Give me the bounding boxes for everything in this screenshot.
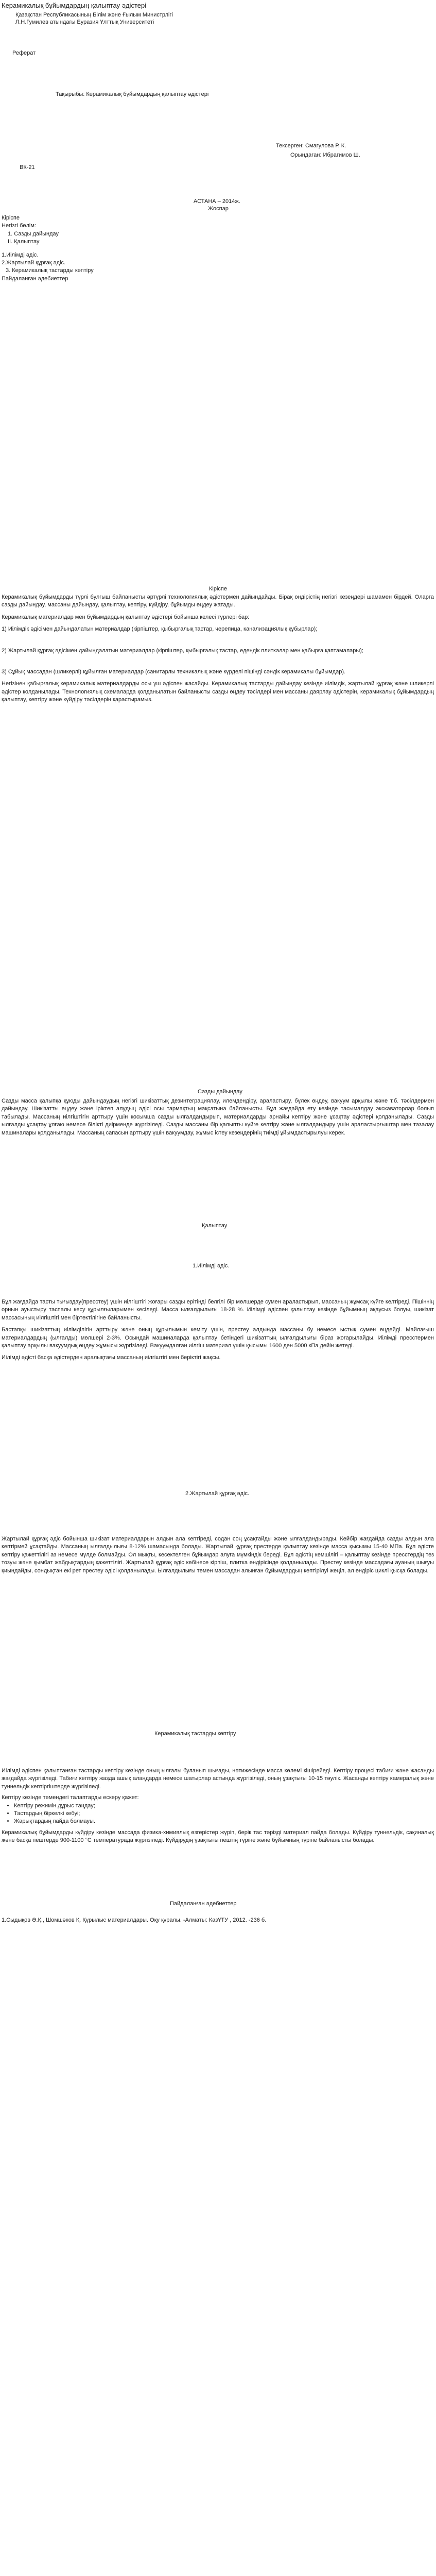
references-list <box>2 1917 434 1924</box>
clay-paragraph: Сазды масса қалыпқа құюды дайындаудың негізгі шикізаттық дезинтеграциялау, илемдендіру, араластыру, бүлек өңдеу, вакуум арқылы және т.б. тәсілдермен дайындау. Шикізатты өңдеу және іріктеп алудың әдісі осы тармақтың мақсатына байланысты. Бұл жағдайда ету кезінде тасымалдау экскаваторлар болып табылады. Массаның иілгіштігін арттыру үшін қосымша сазды ылғалдандырып, материалдарды арнайы кептіру және ұсақтау әдістері қолданылады. Сазды ылғалды ұсақтау ұлғаю немесе білікті диірменде жүргізіледі. Сазды массаны бір қалыпты күйге келтіру және ылғалдандыру үшін араластырғыштар мен тазалау машиналары қолданылады. Массаның сапасын арттыру үшін вакуумдау, жұмыс істеу кезеңдерінің тиімді ұйымдастырылуы керек. <box>2 1098 434 1136</box>
city-year: АСТАНА – 2014ж. <box>194 198 240 205</box>
method2-section <box>2 1535 434 1575</box>
toc-item: Кіріспе <box>2 215 20 221</box>
checked-by: Тексерген: Смагулова Р. К. <box>276 143 346 149</box>
intro-heading: Кіріспе <box>209 586 227 592</box>
reference-item: 1.Сыдықов Ә.Қ., Шөмшәков Қ. Құрылыс материалдары. Оқу құралы. -Алматы: КазҰТУ , 2012. -236 б. <box>2 1917 267 1923</box>
list-item: • Тастардың біркелкі кебуі; <box>14 1810 434 1818</box>
method3-paragraph: Керамикалық бұйымдарды күйдіру кезінде массада физика-химиялық өзгерістер жүріп, берік тас тәрізді материал пайда болады. Күйдіру туннельдік, сақиналық және басқа пештерде 900-1100 °C температурада жүргізіледі. Күйдірудің ұзақтығы пештің түріне және бұйымның түріне байланысты болады. <box>2 1829 434 1844</box>
intro-section <box>2 594 434 704</box>
cover-topic: Тақырыбы: Керамикалық бұйымдардың қалыптау әдістері <box>56 91 209 97</box>
toc-item: Негізгі бөлім: <box>2 223 36 229</box>
toc-item: 2.Жартылай құрғақ әдіс. <box>2 259 66 266</box>
intro-paragraph: 2) Жартылай құрғақ әдісімен дайындалатын материалдар (кірпіштер, қыбырғалық тастар, едендік плиткалар мен қабырға қаптамалары); <box>2 647 363 654</box>
done-by: Орындаған: Ибрагимов Ш. <box>290 152 360 158</box>
document-title: Керамикалық бұйымдардың қалыптау әдістері <box>2 2 147 9</box>
method1-paragraph: Иілімді әдісті басқа әдістерден аралықтағы массаның иілгіштігі мен беріктігі жақсы. <box>2 1354 221 1361</box>
list-item: • Жарықтардың пайда болмауы. <box>14 1818 434 1825</box>
molding-heading: Қалыптау <box>202 1223 228 1229</box>
intro-paragraph: Керамикалық бұйымдарды түрлі булғыш байланысты әртүрлі технологиялық әдістермен дайындайды. Бірақ өндірістің негізгі кезеңдері шамамен бірдей. Оларға сазды дайындау, массаны дайындау, қалыптау, кептіру, күйдіру, бұйымды өңдеу жатады. <box>2 594 434 608</box>
intro-paragraph: 3) Сұйық массадан (шликерлі) құйылған материалдар (санитарлы техникалық және күрделі пішінді сәндік керамикалы бұйымдар). <box>2 668 346 675</box>
intro-paragraph: 1) Иілімдік әдісімен дайындалатын материалдар (кірпіштер, қыбырғалық тастар, черепица, канализациялық құбырлар); <box>2 626 318 633</box>
method3-heading: Керамикалық тастарды көптіру <box>154 1731 236 1737</box>
list-item: • Кептіру режимін дұрыс таңдау; <box>14 1802 434 1810</box>
method3-section <box>2 1767 434 1845</box>
toc-item: 1. Сазды дайындау <box>8 230 59 237</box>
cover-label: Реферат <box>12 50 36 56</box>
ministry-line: Қазақстан Республикасының Білім және Ғылым Министрлігі <box>15 12 173 18</box>
table-of-contents <box>2 214 156 283</box>
method2-paragraph: Жартылай құрғақ әдіс бойынша шикізат материалдарын алдын ала кептіреді, содан соң ұсақтайды және ылғалдандырады. Кейбір жағдайда сазды алдын ала кептірмей ұсақтайды. Массаның ылғалдылығы 8-12% шамасында болады. Жартылай құрғақ престерде қалыптау кезінде масса қысымы 15-40 МПа. Бұл әдісте кептіру қажеттілігі аз немесе мүлде болмайды. Ол мықты, кесектелген бұйымдар алуға мүмкіндік береді. Бұл әдістің кемшілігі – қалыптау кезінде пресстердің тез тозуы және қымбат жабдықтардың қажеттілігі. Жартылай құрғақ әдіс көбінесе кірпіш, плитка өндірісінде қолданылады. Престеу кезінде массадағы ауаның шығуы қиындайды, сондықтан екі рет престеу әдісі қолданылады. Ылғалдылығы төмен массадан алынған бұйымдардың кептірілуі жеңіл, ал өндіріс циклі қысқа болады. <box>2 1536 434 1574</box>
method3-paragraph: Кептіру кезінде төмендегі талаптарды ескеру қажет: <box>2 1794 139 1801</box>
method1-heading: 1.Иілімді әдіс. <box>193 1263 230 1269</box>
toc-item: Пайдаланған әдебиеттер <box>2 275 68 282</box>
toc-item: II. Қалыптау <box>8 239 40 245</box>
group-label: ВК-21 <box>20 164 35 171</box>
intro-paragraph: Керамикалық материалдар мен бұйымдардың қалыптау әдістері бойынша келесі түрлері бар: <box>2 614 250 620</box>
toc-item: 1.Иілімді әдіс. <box>2 251 39 258</box>
intro-paragraph: Негізінен қабырғалық керамикалық материалдарды осы үш әдіспен жасайды. Керамикалық тастарды дайындау кезінде иілімдік, жартылай құрғақ және шликерлі әдістер қолданылады. Технологиялық схемаларда қолданылатын байланысты сазды өңдеу тәсілдері мен массаны даярлау әдістерін, керамикалық бұйымдардың қалыптау, кептіру және күйдіру тәсілдерін қарастырамыз. <box>2 681 434 703</box>
references-heading: Пайдаланған әдебиеттер <box>170 1901 237 1907</box>
method1-section <box>2 1298 434 1362</box>
method1-paragraph: Бастапқы шикізаттың иілімділігін арттыру және оның құрылымын кемiту үшін, престеу алдында массаны бу немесе ыстық сумен өңдейді. Майлағыш материалдардың (ылғалды) мөлшері 2-3%. Осындай машиналарда қалыптау бетіндегі шикізаттың ылғалдылығы біраз жоғарылайды. Иілімді пресстермен қалыптау арқылы вакуумдық өңдеу жұмысы жүргізіледі. Вакуумдалған иілгіш материал үшін қысымы 1600 ден 5000 кПа дейін жетеді. <box>2 1327 434 1349</box>
method3-paragraph: Иілімді әдіспен қалыптанған тастарды кептіру кезінде оның ылғалы буланып шығады, нәтижесінде масса көлемі кішірейеді. Кептіру процесі табиғи және жасанды жағдайда жүргізіледі. Табиғи кептіру жазда ашық алаңдарда немесе шатырлар астында жүргізіледі, оның ұзақтығы 10-15 тәулік. Жасанды кептіру камералық және туннельдік кептіргіштерде жүргізіледі. <box>2 1768 434 1790</box>
method1-paragraph: Бұл жағдайда тасты тығыздау(пресстеу) үшін иілгіштігі жоғары сазды ерітінді белгілі бір мөлшерде сумен араластырып, массаның жұмсақ күйге келтіреді. Пішіннің орнын ауыстыру таспалы кесу құрылғыларымен кесіледі. Масса ылғалдылығы 18-28 %. Иілімді әдіспен қалыптау кезінде бұйымның ақаусыз болуы, шикізат массасының иілгіштігі мен біртектілігіне байланысты. <box>2 1299 434 1321</box>
clay-heading: Сазды дайындау <box>198 1089 242 1095</box>
toc-item: 3. Керамикалық тастарды көптіру <box>6 267 94 274</box>
plan-heading: Жоспар <box>208 206 229 212</box>
university-line: Л.Н.Гумилев атындағы Еуразия Ұлттық Университеті <box>15 19 154 25</box>
requirements-list <box>2 1802 434 1826</box>
clay-section <box>2 1097 434 1137</box>
method2-heading: 2.Жартылай құрғақ әдіс. <box>185 1490 250 1497</box>
